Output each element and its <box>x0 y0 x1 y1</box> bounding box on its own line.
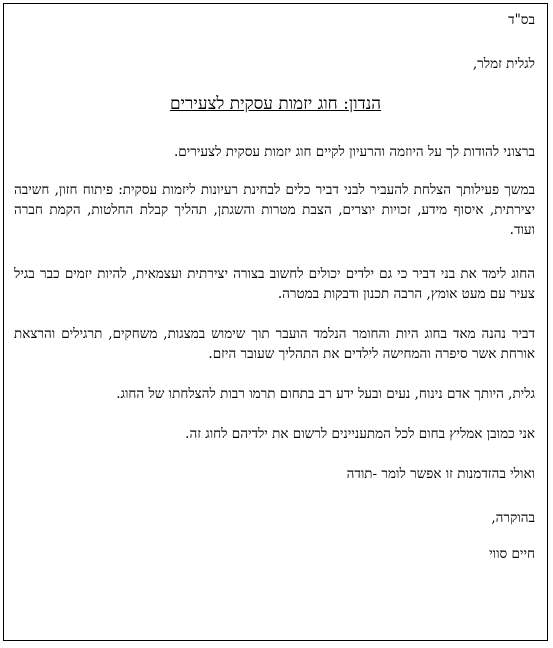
recipient-line: לגלית זמלר, <box>472 56 535 72</box>
paragraph-5: גלית, היותך אדם נינוח, נעים ובעל ידע רב בתחום תרמו רבות להצלחתו של החוג. <box>116 386 535 402</box>
paragraph-2: במשך פעילותך הצלחת להעביר לבני דביר כלים לבחינת רעיונות ליזמות עסקית: פיתוח חזון, חשיבה יצירתית, איסוף מידע, זכויות יוצרים, הצבת מטרות והשגתן, תהליך קבלת החלטות, הקמת חברה ועוד. <box>14 182 535 238</box>
signature: חיים סווי <box>489 546 535 562</box>
paragraph-4: דביר נהנה מאד בחוג היות והחומר הנלמד הועבר תוך שימוש במצגות, משחקים, תרגילים והרצאת אורחת אשר סיפרה והמחישה לילדים את התהליך שעובר היזם. <box>14 326 535 362</box>
letter-page <box>3 3 548 641</box>
closing-line: בהוקרה, <box>491 510 535 526</box>
header-mark: בס"ד <box>508 12 535 28</box>
paragraph-3: החוג לימד את בני דביר כי גם ילדים יכולים לחשוב בצורה יצירתית ועצמאית, להיות יזמים כבר בגיל צעיר עם מעט אומץ, הרבה תכנון ודבקות במטרה. <box>14 266 535 302</box>
paragraph-7: ואולי בהזדמנות זו אפשר לומר -תודה <box>346 466 535 482</box>
paragraph-6: אני כמובן אמליץ בחום לכל המתעניינים לרשום את ילדיהם לחוג זה. <box>185 426 535 442</box>
subject-line: הנדון: חוג יזמות עסקית לצעירים <box>169 94 382 114</box>
paragraph-1: ברצוני להודות לך על היוזמה והרעיון לקיים חוג יזמות עסקית לצעירים. <box>173 144 535 160</box>
